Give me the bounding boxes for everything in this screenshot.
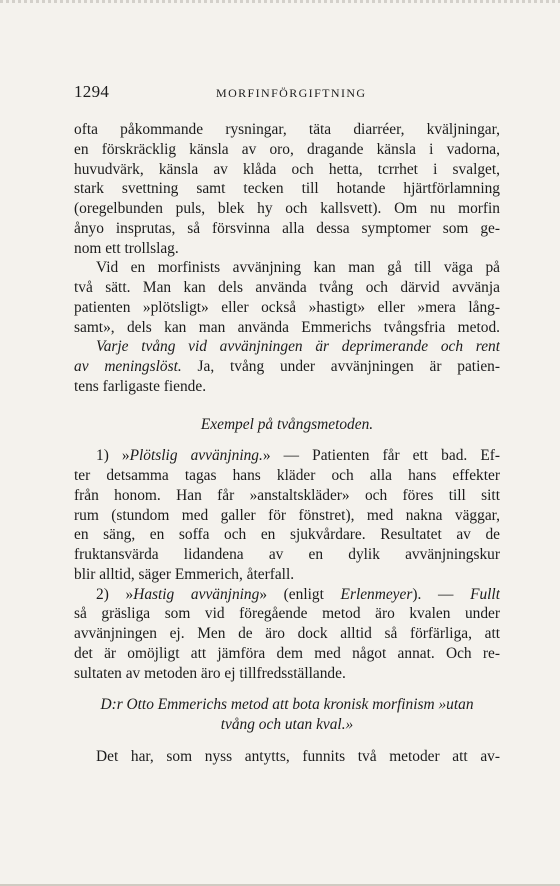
text-line: en förskräcklig känsla av oro, dragande känsla i vadorna,: [74, 140, 500, 158]
item-2: [74, 585, 500, 684]
italic-phrase: Plötslig avvänjning.: [129, 447, 263, 465]
text-line: från honom. Han får »anstaltskläder» och föres till sitt: [74, 486, 500, 504]
text-run: » (enligt: [259, 585, 341, 603]
text-line: blir alltid, säger Emmerich, återfall.: [74, 565, 295, 583]
text-line: det är omöjligt att jämföra dem med något annat. Och re-: [74, 644, 500, 662]
italic-phrase: av meningslöst.: [74, 358, 182, 375]
spacer: [74, 735, 500, 747]
text-run: ). —: [412, 585, 471, 603]
spacer: [74, 683, 500, 695]
body-text: [74, 120, 500, 767]
text-line: patienten »plötsligt» eller också »hastigt» eller »mera lång-: [74, 298, 500, 316]
text-line: Vid en morfinists avvänjning kan man gå till väga på: [96, 259, 500, 277]
text-run: Ja, tvång under avvänjningen är patien-: [181, 358, 500, 375]
section-heading: Exempel på tvångsmetoden.: [200, 415, 374, 433]
text-line: (oregelbunden puls, blek hy och kallsvett). Om nu morfin: [74, 200, 500, 217]
page-header: [74, 82, 500, 106]
spacer: [74, 397, 500, 415]
text-line: nom ett trollslag.: [74, 239, 179, 257]
text-run: 2) »: [96, 585, 134, 603]
italic-phrase: Hastig avvänjning: [133, 585, 260, 603]
text-run: » — Patienten får ett bad. Ef-: [262, 447, 500, 465]
text-line: avvänjningen ej. Men de äro dock alltid så förfärliga, att: [74, 625, 500, 642]
text-line: ter detsamma tagas hans kläder och alla hans effekter: [74, 467, 500, 484]
paragraph-1: [74, 120, 500, 258]
text-line: tens farligaste fiende.: [74, 377, 207, 395]
text-line: samt», dels kan man använda Emmerichs tvångsfria metod.: [74, 318, 500, 336]
heading-line: tvång och utan kval.»: [220, 716, 354, 733]
paragraph-3: [74, 337, 500, 396]
item-1: [74, 446, 500, 584]
top-edge-mark: [0, 0, 560, 3]
text-line: en säng, en soffa och en sjukvårdare. Resultatet av de: [74, 526, 500, 544]
text-line: så gräsliga som vid föregående metod äro kvalen under: [74, 605, 500, 623]
text-line: Det har, som nyss antytts, funnits två metoder att av-: [96, 747, 500, 765]
text-line: ånyo insprutas, så försvinna alla dessa symptomer som ge-: [74, 219, 500, 237]
text-line: sultaten av metoden äro ej tillfredsställande.: [74, 664, 346, 682]
text-line: Varje tvång vid avvänjningen är deprimerande och rent: [96, 338, 500, 356]
spacer: [74, 434, 500, 446]
text-line: stark svettning samt tecken till hotande hjärtförlamning: [74, 180, 500, 198]
text-line: [74, 585, 500, 605]
paragraph-2: [74, 258, 500, 337]
text-line: rum (stundom med galler för fönstret), med nakna väggar,: [74, 506, 500, 524]
running-head: MORFINFÖRGIFTNING: [216, 86, 367, 100]
italic-phrase: Erlenmeyer: [340, 585, 413, 603]
text-line: [74, 446, 500, 466]
page-number: 1294: [74, 82, 110, 101]
text-line: fruktansvärda lidandena av en dylik avvänjningskur: [74, 546, 500, 563]
text-line: två sätt. Man kan dels använda tvång och därvid avvänja: [74, 279, 500, 296]
text-line: [74, 357, 500, 377]
section-heading-2: [74, 695, 500, 735]
text-line: huvudvärk, känsla av klåda och hetta, tcrrhet i svalget,: [74, 160, 500, 178]
heading-line: D:r Otto Emmerichs metod att bota kronisk morfinism »utan: [100, 696, 474, 714]
italic-phrase: Fullt: [470, 585, 500, 603]
text-line: ofta påkommande rysningar, täta diarréer, kväljningar,: [74, 121, 500, 138]
text-run: 1) »: [96, 447, 130, 465]
